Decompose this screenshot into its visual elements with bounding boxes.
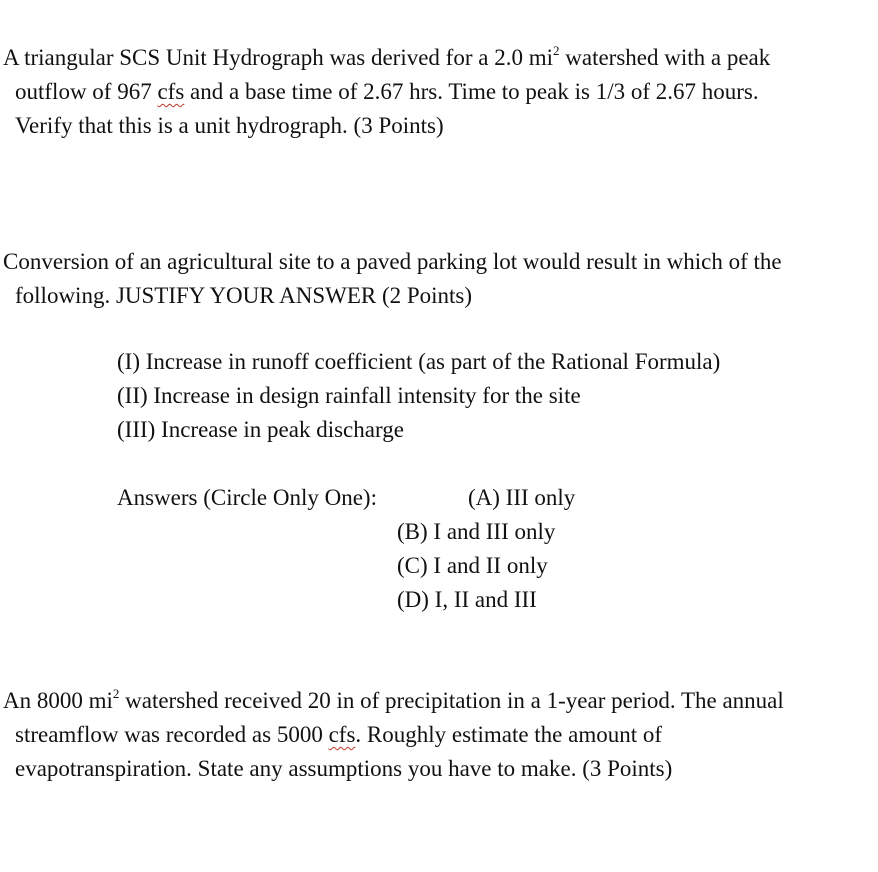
question-1-line-3: Verify that this is a unit hydrograph. (3 Points)	[15, 113, 444, 138]
statement-3: (III) Increase in peak discharge	[117, 417, 404, 442]
option-c: (C) I and II only	[397, 553, 548, 578]
text: . Roughly estimate the amount of	[355, 722, 663, 747]
option-d: (D) I, II and III	[397, 587, 537, 612]
text: watershed with a peak	[559, 45, 771, 70]
text: outflow of 967	[15, 79, 158, 104]
text: An 8000 mi	[3, 688, 113, 713]
question-3-line-3: evapotranspiration. State any assumptions you have to make. (3 Points)	[15, 756, 673, 781]
statement-1: (I) Increase in runoff coefficient (as part of the Rational Formula)	[117, 349, 721, 374]
question-1-line-2	[15, 80, 759, 103]
question-3-line-2	[15, 723, 662, 746]
text: A triangular SCS Unit Hydrograph was derived for a 2.0 mi	[3, 45, 553, 70]
option-a: (A) III only	[468, 485, 576, 510]
text: streamflow was recorded as 5000	[15, 722, 329, 747]
question-1-line-1	[3, 43, 771, 70]
spellcheck-flagged-word[interactable]: cfs	[157, 79, 185, 104]
question-2-line-1: Conversion of an agricultural site to a paved parking lot would result in which of the	[3, 249, 782, 274]
superscript: 2	[553, 43, 560, 58]
question-3-line-1	[3, 686, 784, 713]
option-b: (B) I and III only	[397, 519, 556, 544]
superscript: 2	[112, 686, 120, 701]
text: and a base time of 2.67 hrs. Time to peak is 1/3 of 2.67 hours.	[184, 79, 759, 104]
text: watershed received 20 in of precipitation in a 1-year period. The annual	[119, 688, 784, 713]
spellcheck-flagged-word[interactable]: cfs	[328, 722, 356, 747]
question-2-line-2: following. JUSTIFY YOUR ANSWER (2 Points)	[15, 283, 473, 308]
answers-label: Answers (Circle Only One):	[117, 485, 377, 510]
statement-2: (II) Increase in design rainfall intensity for the site	[117, 383, 581, 408]
